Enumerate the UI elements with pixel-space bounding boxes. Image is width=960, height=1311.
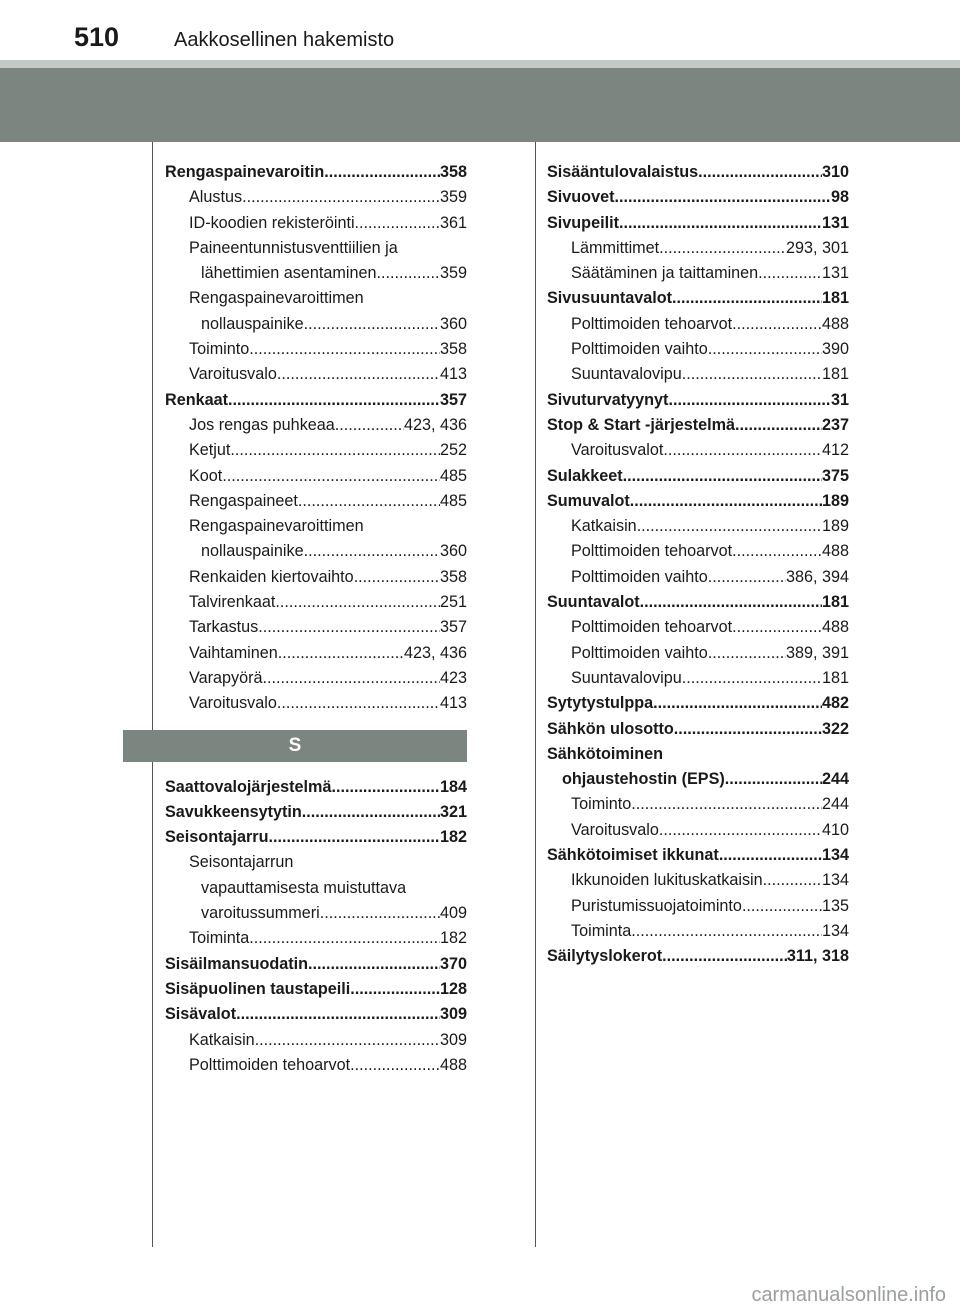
entry-text: Varapyörä — [189, 668, 263, 687]
index-entry — [165, 514, 467, 539]
entry-text: Rengaspainevaroittimen — [189, 517, 364, 536]
entry-page: 359 — [439, 264, 467, 283]
dot-leader — [255, 1028, 440, 1053]
entry-text: Polttimoiden tehoarvot — [571, 618, 733, 637]
index-entry — [547, 944, 849, 969]
index-entry — [165, 691, 467, 716]
dot-leader — [262, 666, 440, 691]
dot-leader — [222, 464, 440, 489]
entry-text: Katkaisin — [189, 1030, 255, 1049]
index-entry — [165, 539, 467, 564]
dot-leader — [674, 717, 822, 742]
dot-leader — [249, 337, 440, 362]
entry-page: 309 — [439, 1005, 467, 1024]
index-entry — [547, 843, 849, 868]
entry-text: Sähkötoimiset ikkunat — [547, 846, 719, 865]
entry-text: Tarkastus — [189, 618, 259, 637]
entry-page: 423, 436 — [403, 643, 467, 662]
entry-page: 413 — [439, 694, 467, 713]
entry-page: 134 — [821, 921, 849, 940]
dot-leader — [242, 185, 440, 210]
index-entry — [165, 160, 467, 185]
entry-page: 31 — [830, 390, 849, 409]
index-entry — [547, 615, 849, 640]
entry-page: 360 — [439, 542, 467, 561]
entry-page: 361 — [439, 213, 467, 232]
dot-leader — [268, 825, 440, 850]
entry-page: 488 — [821, 618, 849, 637]
dot-leader — [662, 944, 787, 969]
entry-text: Sivusuuntavalot — [547, 289, 673, 308]
entry-page: 184 — [439, 777, 467, 796]
entry-page: 485 — [439, 491, 467, 510]
page-number: 510 — [74, 22, 120, 52]
entry-text: Renkaiden kiertovaihto — [189, 567, 354, 586]
entry-page: 128 — [439, 979, 467, 998]
entry-text: Renkaat — [165, 390, 228, 409]
entry-page: 244 — [821, 795, 849, 814]
entry-page: 386, 394 — [785, 567, 849, 586]
entry-page: 389, 391 — [785, 643, 849, 662]
entry-text: Sähkötoiminen — [547, 744, 664, 763]
entry-text: Ketjut — [189, 441, 231, 460]
entry-text: Rengaspainevaroitin — [165, 163, 325, 181]
index-entry — [165, 312, 467, 337]
right-column-divider — [535, 142, 536, 1247]
dot-leader — [320, 901, 440, 926]
dot-leader — [230, 438, 440, 463]
index-entry — [547, 261, 849, 286]
dot-leader — [623, 464, 822, 489]
index-entry — [547, 565, 849, 590]
dot-leader — [763, 868, 822, 893]
index-entry — [165, 236, 467, 261]
index-group — [165, 160, 467, 717]
entry-text: Sivupeilit — [547, 213, 619, 232]
entry-page: 252 — [439, 441, 467, 460]
dot-leader — [640, 590, 822, 615]
entry-text: ohjaustehostin (EPS) — [562, 770, 725, 789]
entry-page: 189 — [821, 491, 849, 510]
index-entry — [547, 894, 849, 919]
entry-page: 358 — [439, 163, 467, 181]
entry-page: 357 — [439, 390, 467, 409]
entry-text: ID-koodien rekisteröinti — [189, 213, 355, 232]
index-entry — [165, 825, 467, 850]
dot-leader — [302, 800, 440, 825]
entry-text: Polttimoiden tehoarvot — [189, 1055, 351, 1074]
entry-page: 182 — [439, 828, 467, 847]
index-entry — [165, 362, 467, 387]
entry-page: 322 — [821, 719, 849, 738]
index-entry — [547, 666, 849, 691]
entry-page: 131 — [821, 213, 849, 232]
index-entry — [547, 312, 849, 337]
entry-text: Seisontajarru — [165, 828, 269, 847]
entry-text: Toiminta — [571, 921, 632, 940]
dot-leader — [350, 1053, 440, 1078]
entry-text: Rengaspaineet — [189, 491, 298, 510]
index-entry — [547, 514, 849, 539]
index-entry — [547, 590, 849, 615]
dot-leader — [308, 952, 440, 977]
dot-leader — [682, 666, 822, 691]
dot-leader — [278, 641, 404, 666]
dot-leader — [732, 539, 822, 564]
entry-text: Säätäminen ja taittaminen — [571, 264, 759, 283]
index-entry — [165, 926, 467, 951]
entry-text: Paineentunnistusventtiilien ja — [189, 238, 398, 257]
index-entry — [547, 691, 849, 716]
dot-leader — [354, 565, 440, 590]
index-entry — [165, 261, 467, 286]
entry-text: Sivuovet — [547, 188, 615, 207]
dot-leader — [668, 388, 831, 413]
index-entry — [165, 211, 467, 236]
entry-text: vapauttamisesta muistuttava — [201, 878, 407, 897]
index-entry — [165, 464, 467, 489]
dot-leader — [663, 438, 822, 463]
entry-page: 370 — [439, 954, 467, 973]
dot-leader — [659, 818, 822, 843]
entry-text: Jos rengas puhkeaa — [189, 415, 335, 434]
section-letter: S — [288, 734, 302, 756]
index-entry — [165, 977, 467, 1002]
index-entry — [547, 286, 849, 311]
entry-text: Varoitusvalo — [571, 820, 659, 839]
entry-page: 423, 436 — [403, 415, 467, 434]
entry-text: Savukkeensytytin — [165, 802, 302, 821]
dot-leader — [324, 160, 440, 185]
dot-leader — [708, 337, 822, 362]
entry-page: 358 — [439, 340, 467, 359]
index-entry — [547, 438, 849, 463]
dot-leader — [355, 211, 440, 236]
entry-page: 410 — [821, 820, 849, 839]
index-entry — [165, 952, 467, 977]
dot-leader — [735, 413, 822, 438]
index-column-right — [547, 160, 849, 970]
left-column-divider — [152, 142, 153, 1247]
entry-page: 375 — [821, 466, 849, 485]
index-entry — [547, 868, 849, 893]
entry-page: 488 — [821, 314, 849, 333]
entry-page: 134 — [821, 871, 849, 890]
entry-text: Polttimoiden vaihto — [571, 340, 708, 359]
dot-leader — [653, 691, 822, 716]
dot-leader — [682, 362, 822, 387]
entry-text: Ikkunoiden lukituskatkaisin — [571, 871, 763, 890]
dot-leader — [249, 926, 440, 951]
index-entry — [165, 388, 467, 413]
entry-page: 134 — [821, 846, 849, 865]
index-entry — [547, 236, 849, 261]
entry-text: Toiminto — [571, 795, 632, 814]
page-header-title: Aakkosellinen hakemisto — [174, 29, 395, 51]
index-entry — [547, 464, 849, 489]
dot-leader — [298, 489, 440, 514]
dot-leader — [275, 590, 440, 615]
entry-text: Sisäpuolinen taustapeili — [165, 979, 351, 998]
entry-page: 390 — [821, 340, 849, 359]
index-entry — [165, 666, 467, 691]
index-entry — [165, 800, 467, 825]
entry-text: Sähkön ulosotto — [547, 719, 674, 738]
dot-leader — [331, 775, 440, 800]
entry-page: 311, 318 — [786, 947, 849, 966]
index-entry — [547, 539, 849, 564]
entry-page: 182 — [439, 929, 467, 948]
entry-text: Polttimoiden vaihto — [571, 567, 708, 586]
index-entry — [165, 590, 467, 615]
dot-leader — [277, 691, 440, 716]
index-entry — [547, 211, 849, 236]
index-entry — [547, 717, 849, 742]
section-header-s — [123, 730, 467, 762]
dot-leader — [631, 792, 822, 817]
index-entry — [547, 337, 849, 362]
dot-leader — [376, 261, 440, 286]
index-entry — [165, 438, 467, 463]
entry-text: Varoitusvalo — [189, 365, 277, 384]
index-entry — [165, 286, 467, 311]
entry-page: 358 — [439, 567, 467, 586]
entry-text: Alustus — [189, 188, 243, 207]
entry-text: Talvirenkaat — [189, 593, 276, 612]
index-entry — [165, 337, 467, 362]
entry-page: 409 — [439, 904, 467, 923]
index-entry — [547, 160, 849, 185]
index-entry — [547, 641, 849, 666]
index-entry — [165, 413, 467, 438]
index-entry — [165, 489, 467, 514]
index-entry — [547, 792, 849, 817]
entry-text: Koot — [189, 466, 223, 485]
entry-text: Sisävalot — [165, 1005, 237, 1024]
entry-text: Puristumissuojatoiminto — [571, 896, 742, 915]
entry-text: Katkaisin — [571, 517, 637, 536]
index-entry — [547, 767, 849, 792]
entry-text: Lämmittimet — [571, 238, 660, 257]
dot-leader — [732, 615, 822, 640]
entry-text: Sisääntulovalaistus — [547, 163, 699, 181]
dot-leader — [277, 362, 440, 387]
entry-page: 309 — [439, 1030, 467, 1049]
entry-page: 488 — [821, 542, 849, 561]
entry-text: lähettimien asentaminen — [201, 264, 377, 283]
dot-leader — [614, 185, 831, 210]
header-band — [0, 68, 960, 142]
entry-text: Suuntavalovipu — [571, 668, 682, 687]
entry-text: Sivuturvatyynyt — [547, 390, 669, 409]
entry-page: 485 — [439, 466, 467, 485]
entry-page: 135 — [821, 896, 849, 915]
index-entry — [547, 489, 849, 514]
index-entry — [547, 185, 849, 210]
index-entry — [165, 1053, 467, 1078]
dot-leader — [708, 565, 786, 590]
index-group — [165, 775, 467, 1079]
entry-text: Varoitusvalot — [571, 441, 664, 460]
entry-page: 413 — [439, 365, 467, 384]
entry-page: 482 — [821, 694, 849, 713]
entry-text: Toiminto — [189, 340, 250, 359]
index-column-left — [165, 160, 467, 1078]
entry-page: 310 — [821, 163, 849, 181]
entry-text: Polttimoiden tehoarvot — [571, 314, 733, 333]
index-entry — [547, 362, 849, 387]
index-entry — [547, 413, 849, 438]
dot-leader — [698, 160, 822, 185]
dot-leader — [304, 312, 440, 337]
entry-page: 237 — [821, 415, 849, 434]
dot-leader — [742, 894, 822, 919]
index-entry — [547, 818, 849, 843]
index-entry — [547, 742, 849, 767]
entry-page: 293, 301 — [785, 238, 849, 257]
entry-text: Säilytyslokerot — [547, 947, 663, 966]
index-entry — [165, 876, 467, 901]
dot-leader — [619, 211, 822, 236]
dot-leader — [672, 286, 822, 311]
entry-page: 98 — [830, 188, 849, 207]
header-band-light — [0, 60, 960, 68]
entry-page: 131 — [821, 264, 849, 283]
index-entry — [165, 185, 467, 210]
dot-leader — [708, 641, 786, 666]
entry-page: 321 — [439, 802, 467, 821]
dot-leader — [350, 977, 440, 1002]
entry-text: Saattovalojärjestelmä — [165, 777, 332, 796]
entry-text: Rengaspainevaroittimen — [189, 289, 364, 308]
entry-text: varoitussummeri — [201, 904, 320, 923]
dot-leader — [758, 261, 822, 286]
dot-leader — [304, 539, 440, 564]
entry-text: Suuntavalot — [547, 593, 640, 612]
index-entry — [165, 850, 467, 875]
entry-text: Vaihtaminen — [189, 643, 278, 662]
entry-page: 488 — [439, 1055, 467, 1074]
entry-page: 357 — [439, 618, 467, 637]
entry-text: Sisäilmansuodatin — [165, 954, 309, 973]
index-entry — [165, 641, 467, 666]
entry-page: 423 — [439, 668, 467, 687]
entry-page: 189 — [821, 517, 849, 536]
dot-leader — [258, 615, 440, 640]
dot-leader — [719, 843, 822, 868]
entry-page: 244 — [821, 770, 849, 789]
dot-leader — [631, 919, 822, 944]
dot-leader — [236, 1002, 440, 1027]
entry-page: 359 — [439, 188, 467, 207]
entry-text: Sumuvalot — [547, 491, 630, 510]
entry-text: Polttimoiden tehoarvot — [571, 542, 733, 561]
entry-text: Polttimoiden vaihto — [571, 643, 708, 662]
entry-page: 181 — [821, 365, 849, 384]
index-entry — [165, 901, 467, 926]
index-entry — [165, 1002, 467, 1027]
entry-text: Seisontajarrun — [189, 853, 294, 872]
dot-leader — [659, 236, 786, 261]
entry-text: Sytytystulppa — [547, 694, 654, 713]
entry-text: Suuntavalovipu — [571, 365, 682, 384]
dot-leader — [637, 514, 822, 539]
entry-page: 181 — [821, 593, 849, 612]
index-entry — [165, 1028, 467, 1053]
entry-page: 412 — [821, 441, 849, 460]
entry-page: 181 — [821, 668, 849, 687]
entry-text: Toiminta — [189, 929, 250, 948]
index-entry — [165, 775, 467, 800]
dot-leader — [335, 413, 404, 438]
dot-leader — [732, 312, 822, 337]
index-entry — [547, 919, 849, 944]
entry-text: Sulakkeet — [547, 466, 623, 485]
entry-text: nollauspainike — [201, 314, 304, 333]
entry-page: 181 — [821, 289, 849, 308]
dot-leader — [630, 489, 822, 514]
entry-text: Stop & Start -järjestelmä — [547, 415, 736, 434]
entry-text: Varoitusvalo — [189, 694, 277, 713]
watermark: carmanualsonline.info — [751, 1284, 946, 1306]
entry-text: nollauspainike — [201, 542, 304, 561]
dot-leader — [725, 767, 822, 792]
entry-page: 251 — [439, 593, 467, 612]
index-entry — [547, 388, 849, 413]
entry-page: 360 — [439, 314, 467, 333]
index-entry — [165, 565, 467, 590]
index-entry — [165, 615, 467, 640]
dot-leader — [228, 388, 440, 413]
